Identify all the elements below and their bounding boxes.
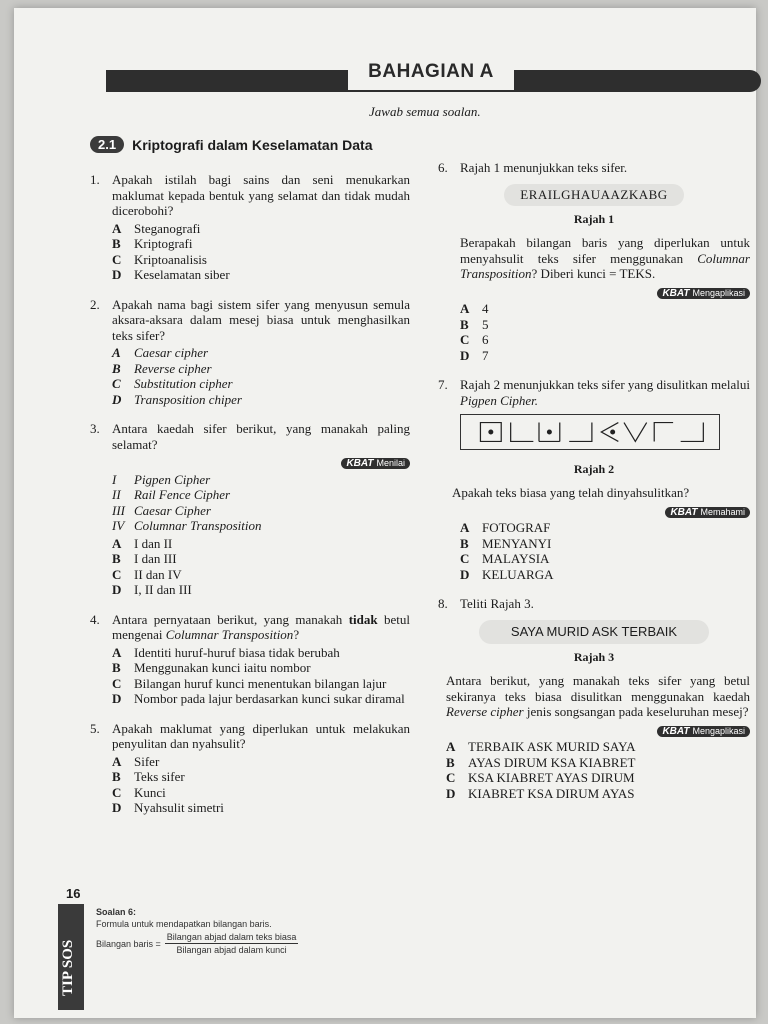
question-2 xyxy=(90,297,410,408)
answer-option[interactable] xyxy=(112,567,410,583)
option-text: Rail Fence Cipher xyxy=(134,487,231,502)
instruction: Jawab semua soalan. xyxy=(369,104,481,119)
answer-option[interactable] xyxy=(112,785,410,801)
option-text: KELUARGA xyxy=(482,566,554,582)
question-number: 1. xyxy=(90,172,100,187)
answer-option[interactable] xyxy=(112,676,410,692)
question-stem: Apakah istilah bagi sains dan seni menukarkan maklumat kepada bentuk yang selamat dan tidak mudah dicerobohi? xyxy=(112,172,410,218)
option-letter: D xyxy=(446,785,456,801)
question-8 xyxy=(438,596,750,801)
formula-denominator: Bilangan abjad dalam kunci xyxy=(176,945,287,955)
answer-option[interactable] xyxy=(446,770,750,786)
option-text: Pigpen Cipher xyxy=(134,471,211,487)
pigpen-dot xyxy=(489,430,493,434)
option-text: Nombor pada lajur berdasarkan kunci sukar diramal xyxy=(134,691,405,706)
question-stem: Apakah maklumat yang diperlukan untuk melakukan penyulitan dan nyahsulit? xyxy=(112,720,410,751)
option-letter: A xyxy=(460,520,470,535)
option-text: Substitution cipher xyxy=(134,376,233,391)
question-number: 6. xyxy=(438,160,448,175)
option-text: Kriptoanalisis xyxy=(134,251,207,267)
option-letter: D xyxy=(112,691,122,706)
option-letter: D xyxy=(460,566,470,582)
option-letter: A xyxy=(112,345,121,360)
topic-heading xyxy=(90,136,372,153)
question-number: 2. xyxy=(90,296,100,312)
option-text: Teks sifer xyxy=(134,769,185,784)
answer-option[interactable] xyxy=(112,551,410,567)
pigpen-dot xyxy=(548,430,552,434)
topic-badge: 2.1 xyxy=(90,136,124,153)
option-text: KIABRET KSA DIRUM AYAS xyxy=(468,785,635,801)
kbat-row xyxy=(438,284,750,300)
question-stem: Apakah nama bagi sistem sifer yang menyusun semula aksara-aksara dalam mesej biasa untuk menghasilkan teks sifer? xyxy=(112,296,410,343)
option-letter: A xyxy=(112,220,122,236)
option-letter: B xyxy=(112,769,121,784)
option-letter: A xyxy=(446,739,456,754)
option-text: Menggunakan kunci iaitu nombor xyxy=(134,660,311,675)
answer-option[interactable] xyxy=(460,348,750,364)
question-5 xyxy=(90,721,410,816)
option-letter: B xyxy=(112,660,121,675)
option-text: Kunci xyxy=(134,784,166,800)
formula-lhs: Bilangan baris = xyxy=(96,938,161,949)
question-intro: Rajah 1 menunjukkan teks sifer. xyxy=(460,160,628,175)
pigpen-cipher-figure xyxy=(460,414,720,450)
answer-option[interactable] xyxy=(112,800,410,816)
answer-option[interactable] xyxy=(460,536,750,552)
answer-option[interactable] xyxy=(460,520,750,536)
option-letter: A xyxy=(112,644,122,660)
pigpen-symbol xyxy=(624,423,647,442)
answer-option[interactable] xyxy=(112,345,410,361)
figure-label: Rajah 3 xyxy=(573,649,615,664)
option-letter: B xyxy=(112,551,121,566)
option-text: Reverse cipher xyxy=(134,360,212,376)
option-letter: C xyxy=(112,784,122,800)
option-letter: C xyxy=(112,675,122,691)
topic-title: Kriptografi dalam Keselamatan Data xyxy=(132,136,373,153)
pigpen-symbol xyxy=(654,423,673,442)
option-text: I dan II xyxy=(134,535,173,551)
answer-option[interactable] xyxy=(112,660,410,676)
answer-option[interactable] xyxy=(112,221,410,237)
option-text: 4 xyxy=(482,301,489,316)
option-letter: I xyxy=(112,471,117,487)
right-column xyxy=(438,160,750,815)
tip-label: TIP SOS xyxy=(60,939,76,997)
answer-option[interactable] xyxy=(112,691,410,707)
option-letter: C xyxy=(112,251,122,267)
pigpen-symbol xyxy=(601,423,618,442)
option-letter: C xyxy=(112,566,122,582)
answer-option[interactable] xyxy=(112,503,410,519)
option-text: I, II dan III xyxy=(134,582,192,597)
answer-option[interactable] xyxy=(112,582,410,598)
option-text: Sifer xyxy=(134,753,160,769)
question-4 xyxy=(90,612,410,707)
answer-option[interactable] xyxy=(446,755,750,771)
kbat-badge: KBAT Menilai xyxy=(341,458,410,469)
option-letter: D xyxy=(112,582,122,597)
question-1 xyxy=(90,172,410,283)
option-letter: C xyxy=(112,376,121,391)
pigpen-symbol xyxy=(569,423,592,442)
pigpen-symbol xyxy=(681,423,704,442)
option-letter: III xyxy=(112,502,125,518)
formula-fraction xyxy=(165,931,299,956)
left-column xyxy=(90,172,410,830)
option-text: II dan IV xyxy=(134,566,182,582)
option-text: Identiti huruf-huruf biasa tidak berubah xyxy=(134,644,340,660)
option-text: 6 xyxy=(482,332,489,347)
question-6 xyxy=(438,160,750,363)
answer-option[interactable] xyxy=(112,754,410,770)
answer-option[interactable] xyxy=(112,487,410,503)
pigpen-symbol xyxy=(511,423,534,442)
option-text: Steganografi xyxy=(134,220,201,236)
kbat-row xyxy=(90,454,410,470)
kbat-badge: KBAT Mengaplikasi xyxy=(657,288,750,299)
cipher-text-box: ERAILGHAUAAZKABG xyxy=(504,184,684,206)
answer-option[interactable] xyxy=(460,567,750,583)
pigpen-dot xyxy=(611,430,615,434)
kbat-badge: KBAT Memahami xyxy=(665,507,750,518)
answer-option[interactable] xyxy=(112,536,410,552)
option-text: 5 xyxy=(482,316,489,332)
question-number: 7. xyxy=(438,377,448,392)
formula xyxy=(96,931,736,956)
answer-option[interactable] xyxy=(112,645,410,661)
question-number: 8. xyxy=(438,596,448,611)
kbat-badge: KBAT Mengaplikasi xyxy=(657,726,750,737)
option-letter: A xyxy=(112,753,122,769)
tip-line: Formula untuk mendapatkan bilangan baris. xyxy=(96,919,272,929)
tip-title: Soalan 6: xyxy=(96,907,137,917)
answer-option[interactable] xyxy=(112,267,410,283)
option-letter: II xyxy=(112,487,121,502)
answer-option[interactable] xyxy=(112,361,410,377)
option-text: MENYANYI xyxy=(482,535,552,551)
question-intro: Teliti Rajah 3. xyxy=(460,596,534,611)
option-letter: B xyxy=(112,360,121,376)
option-letter: D xyxy=(112,391,122,407)
page-number: 16 xyxy=(66,886,81,901)
option-letter: D xyxy=(460,347,470,363)
question-stem: Apakah teks biasa yang telah dinyahsulitkan? xyxy=(452,485,690,500)
answer-option[interactable] xyxy=(446,739,750,755)
answer-option[interactable] xyxy=(112,252,410,268)
answer-option[interactable] xyxy=(460,317,750,333)
kbat-row xyxy=(438,503,750,519)
option-letter: C xyxy=(460,332,470,347)
option-letter: B xyxy=(460,535,469,551)
section-heading: BAHAGIAN A xyxy=(348,54,514,90)
option-text: Caesar cipher xyxy=(134,345,209,360)
answer-option[interactable] xyxy=(112,376,410,392)
option-letter: B xyxy=(446,754,455,770)
option-text: TERBAIK ASK MURID SAYA xyxy=(468,739,636,754)
plain-text-box: SAYA MURID ASK TERBAIK xyxy=(479,620,709,644)
question-number: 3. xyxy=(90,421,100,436)
option-text: MALAYSIA xyxy=(482,551,550,566)
option-letter: D xyxy=(112,267,122,282)
option-text: Kriptografi xyxy=(134,236,193,251)
figure-label: Rajah 2 xyxy=(573,461,615,476)
option-letter: D xyxy=(112,800,122,815)
option-letter: B xyxy=(112,236,121,251)
answer-option[interactable] xyxy=(112,472,410,488)
formula-numerator: Bilangan abjad dalam teks biasa xyxy=(166,932,297,942)
option-text: I dan III xyxy=(134,551,177,566)
question-stem: Antara pernyataan berikut, yang manakah tidak betul mengenai Columnar Transposition? xyxy=(112,611,410,642)
answer-option[interactable] xyxy=(112,236,410,252)
question-intro: Rajah 2 menunjukkan teks sifer yang disulitkan melalui Pigpen Cipher. xyxy=(460,377,750,408)
question-stem: Berapakah bilangan baris yang diperlukan untuk menyahsulit teks sifer menggunakan Columnar Transposition? Diberi kunci = TEKS. xyxy=(460,235,750,281)
option-text: Keselamatan siber xyxy=(134,267,230,282)
answer-option[interactable] xyxy=(112,769,410,785)
option-text: Columnar Transposition xyxy=(134,518,262,533)
pigpen-symbols xyxy=(480,423,703,442)
option-letter: A xyxy=(460,301,470,316)
option-letter: B xyxy=(460,316,469,332)
tip-box xyxy=(96,906,736,956)
option-text: KSA KIABRET AYAS DIRUM xyxy=(468,770,635,785)
question-stem: Antara kaedah sifer berikut, yang manakah paling selamat? xyxy=(112,421,410,452)
answer-option[interactable] xyxy=(460,301,750,317)
question-number: 5. xyxy=(90,720,100,736)
option-text: AYAS DIRUM KSA KIABRET xyxy=(468,754,636,770)
answer-option[interactable] xyxy=(460,332,750,348)
option-text: Caesar Cipher xyxy=(134,502,211,518)
option-text: Transposition chiper xyxy=(134,391,242,407)
option-text: Bilangan huruf kunci menentukan bilangan lajur xyxy=(134,675,387,691)
question-number: 4. xyxy=(90,611,100,627)
option-letter: IV xyxy=(112,518,125,533)
question-3 xyxy=(90,421,410,598)
answer-option[interactable] xyxy=(112,518,410,534)
answer-option[interactable] xyxy=(446,786,750,802)
option-text: 7 xyxy=(482,347,489,363)
kbat-row xyxy=(438,722,750,738)
option-text: Nyahsulit simetri xyxy=(134,800,224,815)
figure-label: Rajah 1 xyxy=(573,211,615,226)
question-stem: Antara berikut, yang manakah teks sifer yang betul sekiranya teks biasa disulitkan menggunakan kaedah Reverse cipher jenis songsangan pada keseluruhan mesej? xyxy=(446,673,750,719)
option-text: FOTOGRAF xyxy=(482,520,551,535)
answer-option[interactable] xyxy=(112,392,410,408)
option-letter: C xyxy=(460,551,470,566)
question-7 xyxy=(438,377,750,582)
option-letter: A xyxy=(112,535,122,551)
option-letter: C xyxy=(446,770,456,785)
answer-option[interactable] xyxy=(460,551,750,567)
